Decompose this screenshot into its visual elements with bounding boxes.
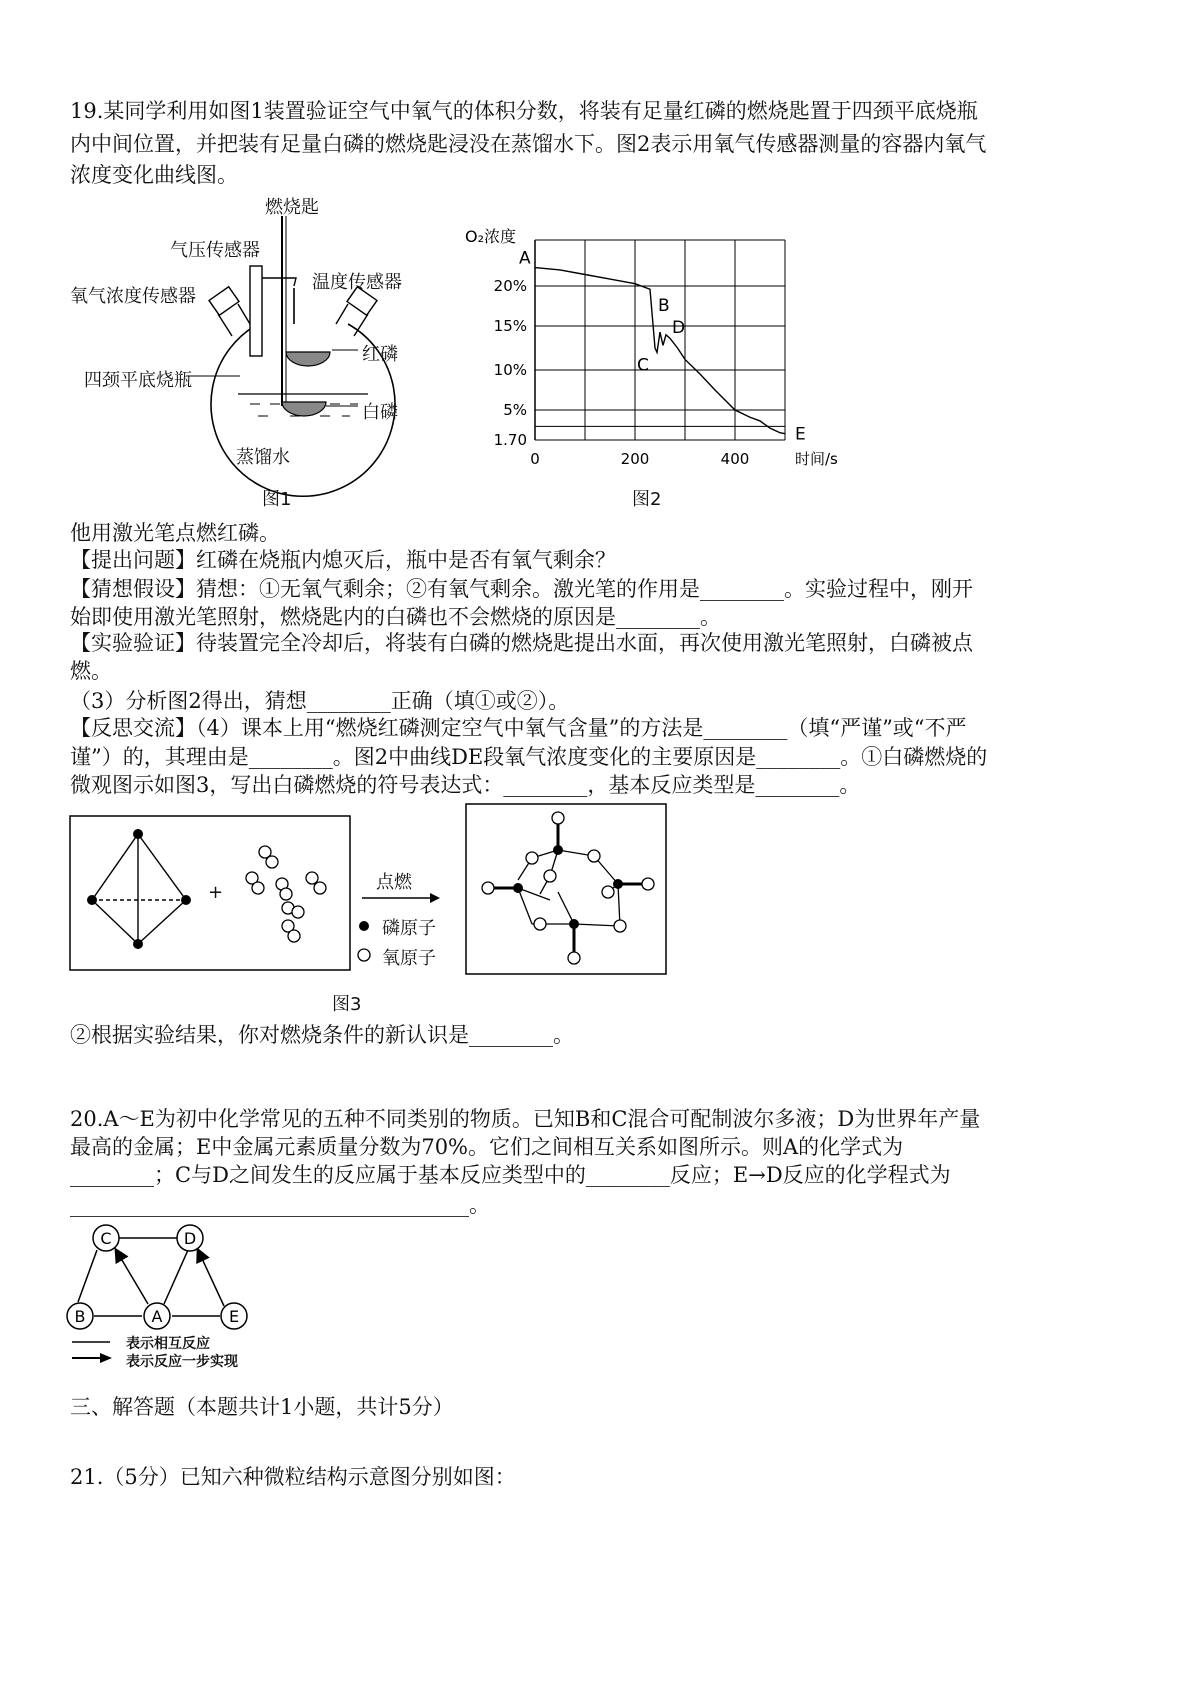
node-e: E bbox=[228, 1307, 240, 1326]
figure-3-arrow-label: 点燃 bbox=[376, 872, 412, 893]
node-b: B bbox=[74, 1307, 86, 1326]
x-tick-label: 0 bbox=[530, 450, 540, 468]
q19-verify-line-1: 【实验验证】待装置完全冷却后，将装有白磷的燃烧匙提出水面，再次使用激光笔照射，白磷被点 bbox=[70, 631, 973, 655]
point-label-b: B bbox=[658, 296, 670, 317]
figure-2-chart bbox=[460, 220, 840, 480]
q19-sub-3: （3）分析图2得出，猜想________正确（填①或②）。 bbox=[70, 689, 570, 713]
q19-hypothesis-line-1: 【猜想假设】猜想：①无氧气剩余；②有氧气剩余。激光笔的作用是________。实验过程中，刚开 bbox=[70, 577, 973, 601]
label-oxygen-sensor: 氧气浓度传感器 bbox=[70, 286, 196, 307]
y-axis-label: O₂浓度 bbox=[465, 227, 517, 246]
q20-line-3: ________；C与D之间发生的反应属于基本反应类型中的________反应；E→D反应的化学程式为 bbox=[70, 1163, 951, 1187]
q19-sub-last: ②根据实验结果，你对燃烧条件的新认识是________。 bbox=[70, 1023, 574, 1047]
legend-marks bbox=[70, 1336, 130, 1366]
x-tick-label: 400 bbox=[720, 450, 750, 468]
q19-reflect-line-3: 微观图示如图3，写出白磷燃烧的符号表达式：________，基本反应类型是________。 bbox=[70, 773, 861, 797]
label-temperature-sensor: 温度传感器 bbox=[312, 272, 402, 293]
legend-arrow-text: 表示反应一步实现 bbox=[126, 1354, 238, 1370]
label-pressure-sensor: 气压传感器 bbox=[170, 240, 260, 261]
figure-2-caption: 图2 bbox=[632, 489, 662, 510]
y-tick-label: 15% bbox=[493, 317, 527, 335]
q20-line-2: 最高的金属；E中金属元素质量分数为70%。它们之间相互关系如图所示。则A的化学式为 bbox=[70, 1135, 904, 1159]
y-tick-label: 1.70 bbox=[493, 431, 527, 449]
figure-3-micro-diagram bbox=[60, 800, 680, 990]
legend-line-text: 表示相互反应 bbox=[126, 1336, 210, 1352]
figure-3-plus: + bbox=[208, 882, 224, 903]
label-distilled-water: 蒸馏水 bbox=[236, 447, 290, 468]
y-tick-label: 5% bbox=[503, 401, 527, 419]
point-label-c: C bbox=[637, 355, 649, 376]
q19-line-2: 内中间位置，并把装有足量白磷的燃烧匙浸没在蒸馏水下。图2表示用氧气传感器测量的容器内氧气 bbox=[70, 132, 987, 156]
y-tick-label: 10% bbox=[493, 361, 527, 379]
q19-hypothesis-line-2: 始即使用激光笔照射，燃烧匙内的白磷也不会燃烧的原因是________。 bbox=[70, 605, 721, 629]
legend-oxygen-atom: 氧原子 bbox=[382, 948, 436, 969]
q19-line-1: 19.某同学利用如图1装置验证空气中氧气的体积分数，将装有足量红磷的燃烧匙置于四颈平底烧瓶 bbox=[70, 99, 978, 123]
point-label-a: A bbox=[519, 248, 531, 269]
q20-line-4: ______________________________________。 bbox=[70, 1193, 490, 1217]
q19-verify-line-2: 燃。 bbox=[70, 659, 112, 683]
q20-relation-diagram bbox=[60, 1220, 300, 1340]
q19-laser-text: 他用激光笔点燃红磷。 bbox=[70, 521, 280, 545]
label-flask: 四颈平底烧瓶 bbox=[84, 370, 192, 391]
point-label-d: D bbox=[672, 317, 686, 338]
y-tick-label: 20% bbox=[493, 277, 527, 295]
legend-phosphorus-atom: 磷原子 bbox=[382, 918, 436, 939]
q19-raise-question: 【提出问题】红磷在烧瓶内熄灭后，瓶中是否有氧气剩余？ bbox=[70, 548, 616, 572]
label-white-phosphorus: 白磷 bbox=[362, 402, 398, 423]
q19-reflect-line-2: 谨”）的，其理由是________。图2中曲线DE段氧气浓度变化的主要原因是________。①白磷燃烧的 bbox=[70, 745, 988, 769]
q19-line-3: 浓度变化曲线图。 bbox=[70, 163, 238, 187]
x-axis-label: 时间/s bbox=[795, 450, 838, 468]
q21-text: 21.（5分）已知六种微粒结构示意图分别如图： bbox=[70, 1465, 516, 1489]
point-label-e: E bbox=[795, 424, 806, 445]
node-c: C bbox=[100, 1229, 112, 1248]
label-red-phosphorus: 红磷 bbox=[362, 344, 398, 365]
figure-3-caption: 图3 bbox=[332, 994, 362, 1015]
q20-line-1: 20.A～E为初中化学常见的五种不同类别的物质。已知B和C混合可配制波尔多液；D为世界年产量 bbox=[70, 1107, 981, 1131]
figure-1-caption: 图1 bbox=[262, 489, 292, 510]
section-3-heading: 三、解答题（本题共计1小题，共计5分） bbox=[70, 1395, 454, 1419]
node-a: A bbox=[151, 1307, 163, 1326]
q19-reflect-line-1: 【反思交流】（4）课本上用“燃烧红磷测定空气中氧气含量”的方法是________（填“严谨”或“不严 bbox=[70, 716, 967, 740]
node-d: D bbox=[183, 1229, 197, 1248]
x-tick-label: 200 bbox=[620, 450, 650, 468]
label-spoon: 燃烧匙 bbox=[265, 197, 319, 218]
o2-curve bbox=[535, 268, 785, 434]
